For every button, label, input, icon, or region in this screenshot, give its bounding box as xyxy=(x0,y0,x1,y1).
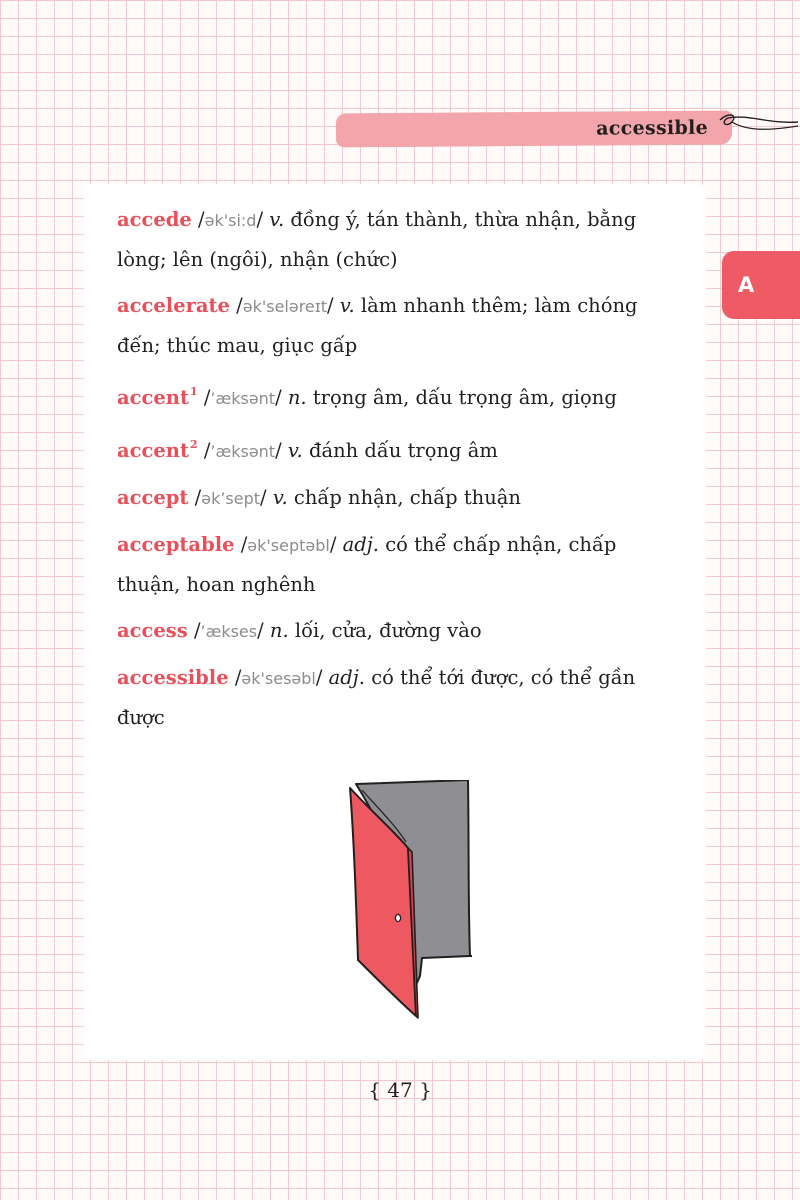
pronunciation: ’æksənt xyxy=(210,389,276,408)
definition: có thể tới được, có thể gần được xyxy=(117,666,636,729)
definition: làm nhanh thêm; làm chóng đến; thúc mau, giục gấp xyxy=(117,294,638,357)
headword: accent$^2$ xyxy=(117,438,198,462)
open-door-icon xyxy=(348,780,488,1025)
headword: accelerate xyxy=(117,294,230,317)
part-of-speech: v. xyxy=(272,486,288,509)
part-of-speech: v. xyxy=(339,294,355,317)
dictionary-card xyxy=(84,184,706,1060)
pronunciation: ək’sept xyxy=(201,489,261,508)
part-of-speech: v. xyxy=(269,208,285,231)
definition: đồng ý, tán thành, thừa nhận, bằng lòng; lên (ngôi), nhận (chức) xyxy=(117,208,637,271)
definition: chấp nhận, chấp thuận xyxy=(293,486,521,509)
homonym-number: 1 xyxy=(189,385,198,398)
homonym-number: 2 xyxy=(189,438,198,451)
definition: lối, cửa, đường vào xyxy=(294,619,482,642)
pronunciation: ək'septəbl xyxy=(247,536,330,555)
headword: accessible xyxy=(117,666,229,689)
headword: accent$^1$ xyxy=(117,385,198,409)
pronunciation: ’æksənt xyxy=(210,442,276,461)
part-of-speech: n. xyxy=(269,619,289,642)
string-decoration-icon xyxy=(718,106,800,140)
list-item: access /’ækses/ n. lối, cửa, đường vào xyxy=(117,619,482,642)
definition: đánh dấu trọng âm xyxy=(308,439,498,462)
definition: trọng âm, dấu trọng âm, giọng xyxy=(312,386,617,409)
headword: accede xyxy=(117,208,192,231)
pronunciation: ək'si:d xyxy=(204,211,257,230)
pronunciation: ək'seləreɪt xyxy=(242,297,327,316)
list-item: accessible /ək'sesəbl/ adj. có thể tới được, có thể gần được xyxy=(117,666,636,729)
list-item: acceptable /ək'septəbl/ adj. có thể chấp nhận, chấp thuận, hoan nghênh xyxy=(117,533,617,596)
part-of-speech: adj. xyxy=(328,666,365,689)
list-item: accelerate /ək'seləreɪt/ v. làm nhanh thêm; làm chóng đến; thúc mau, giục gấp xyxy=(117,294,638,357)
entry-list xyxy=(117,200,677,744)
running-head-bar xyxy=(336,111,732,148)
list-item: accede /ək'si:d/ v. đồng ý, tán thành, thừa nhận, bằng lòng; lên (ngôi), nhận (chức) xyxy=(117,208,637,271)
definition: có thể chấp nhận, chấp thuận, hoan nghênh xyxy=(117,533,617,596)
page-number: { 47 } xyxy=(368,1078,432,1102)
list-item: accent$^2$ /’æksənt/ v. đánh dấu trọng âm xyxy=(117,438,498,462)
part-of-speech: n. xyxy=(287,386,307,409)
list-item: accept /ək’sept/ v. chấp nhận, chấp thuận xyxy=(117,486,521,509)
section-letter-tab[interactable]: A xyxy=(722,251,800,319)
part-of-speech: adj. xyxy=(342,533,379,556)
running-head: accessible xyxy=(596,116,709,140)
headword: acceptable xyxy=(117,533,235,556)
part-of-speech: v. xyxy=(287,439,303,462)
pronunciation: ’ækses xyxy=(200,622,258,641)
headword: accept xyxy=(117,486,189,509)
pronunciation: ək'sesəbl xyxy=(241,669,316,688)
headword: access xyxy=(117,619,188,642)
list-item: accent$^1$ /’æksənt/ n. trọng âm, dấu trọng âm, giọng xyxy=(117,385,617,409)
